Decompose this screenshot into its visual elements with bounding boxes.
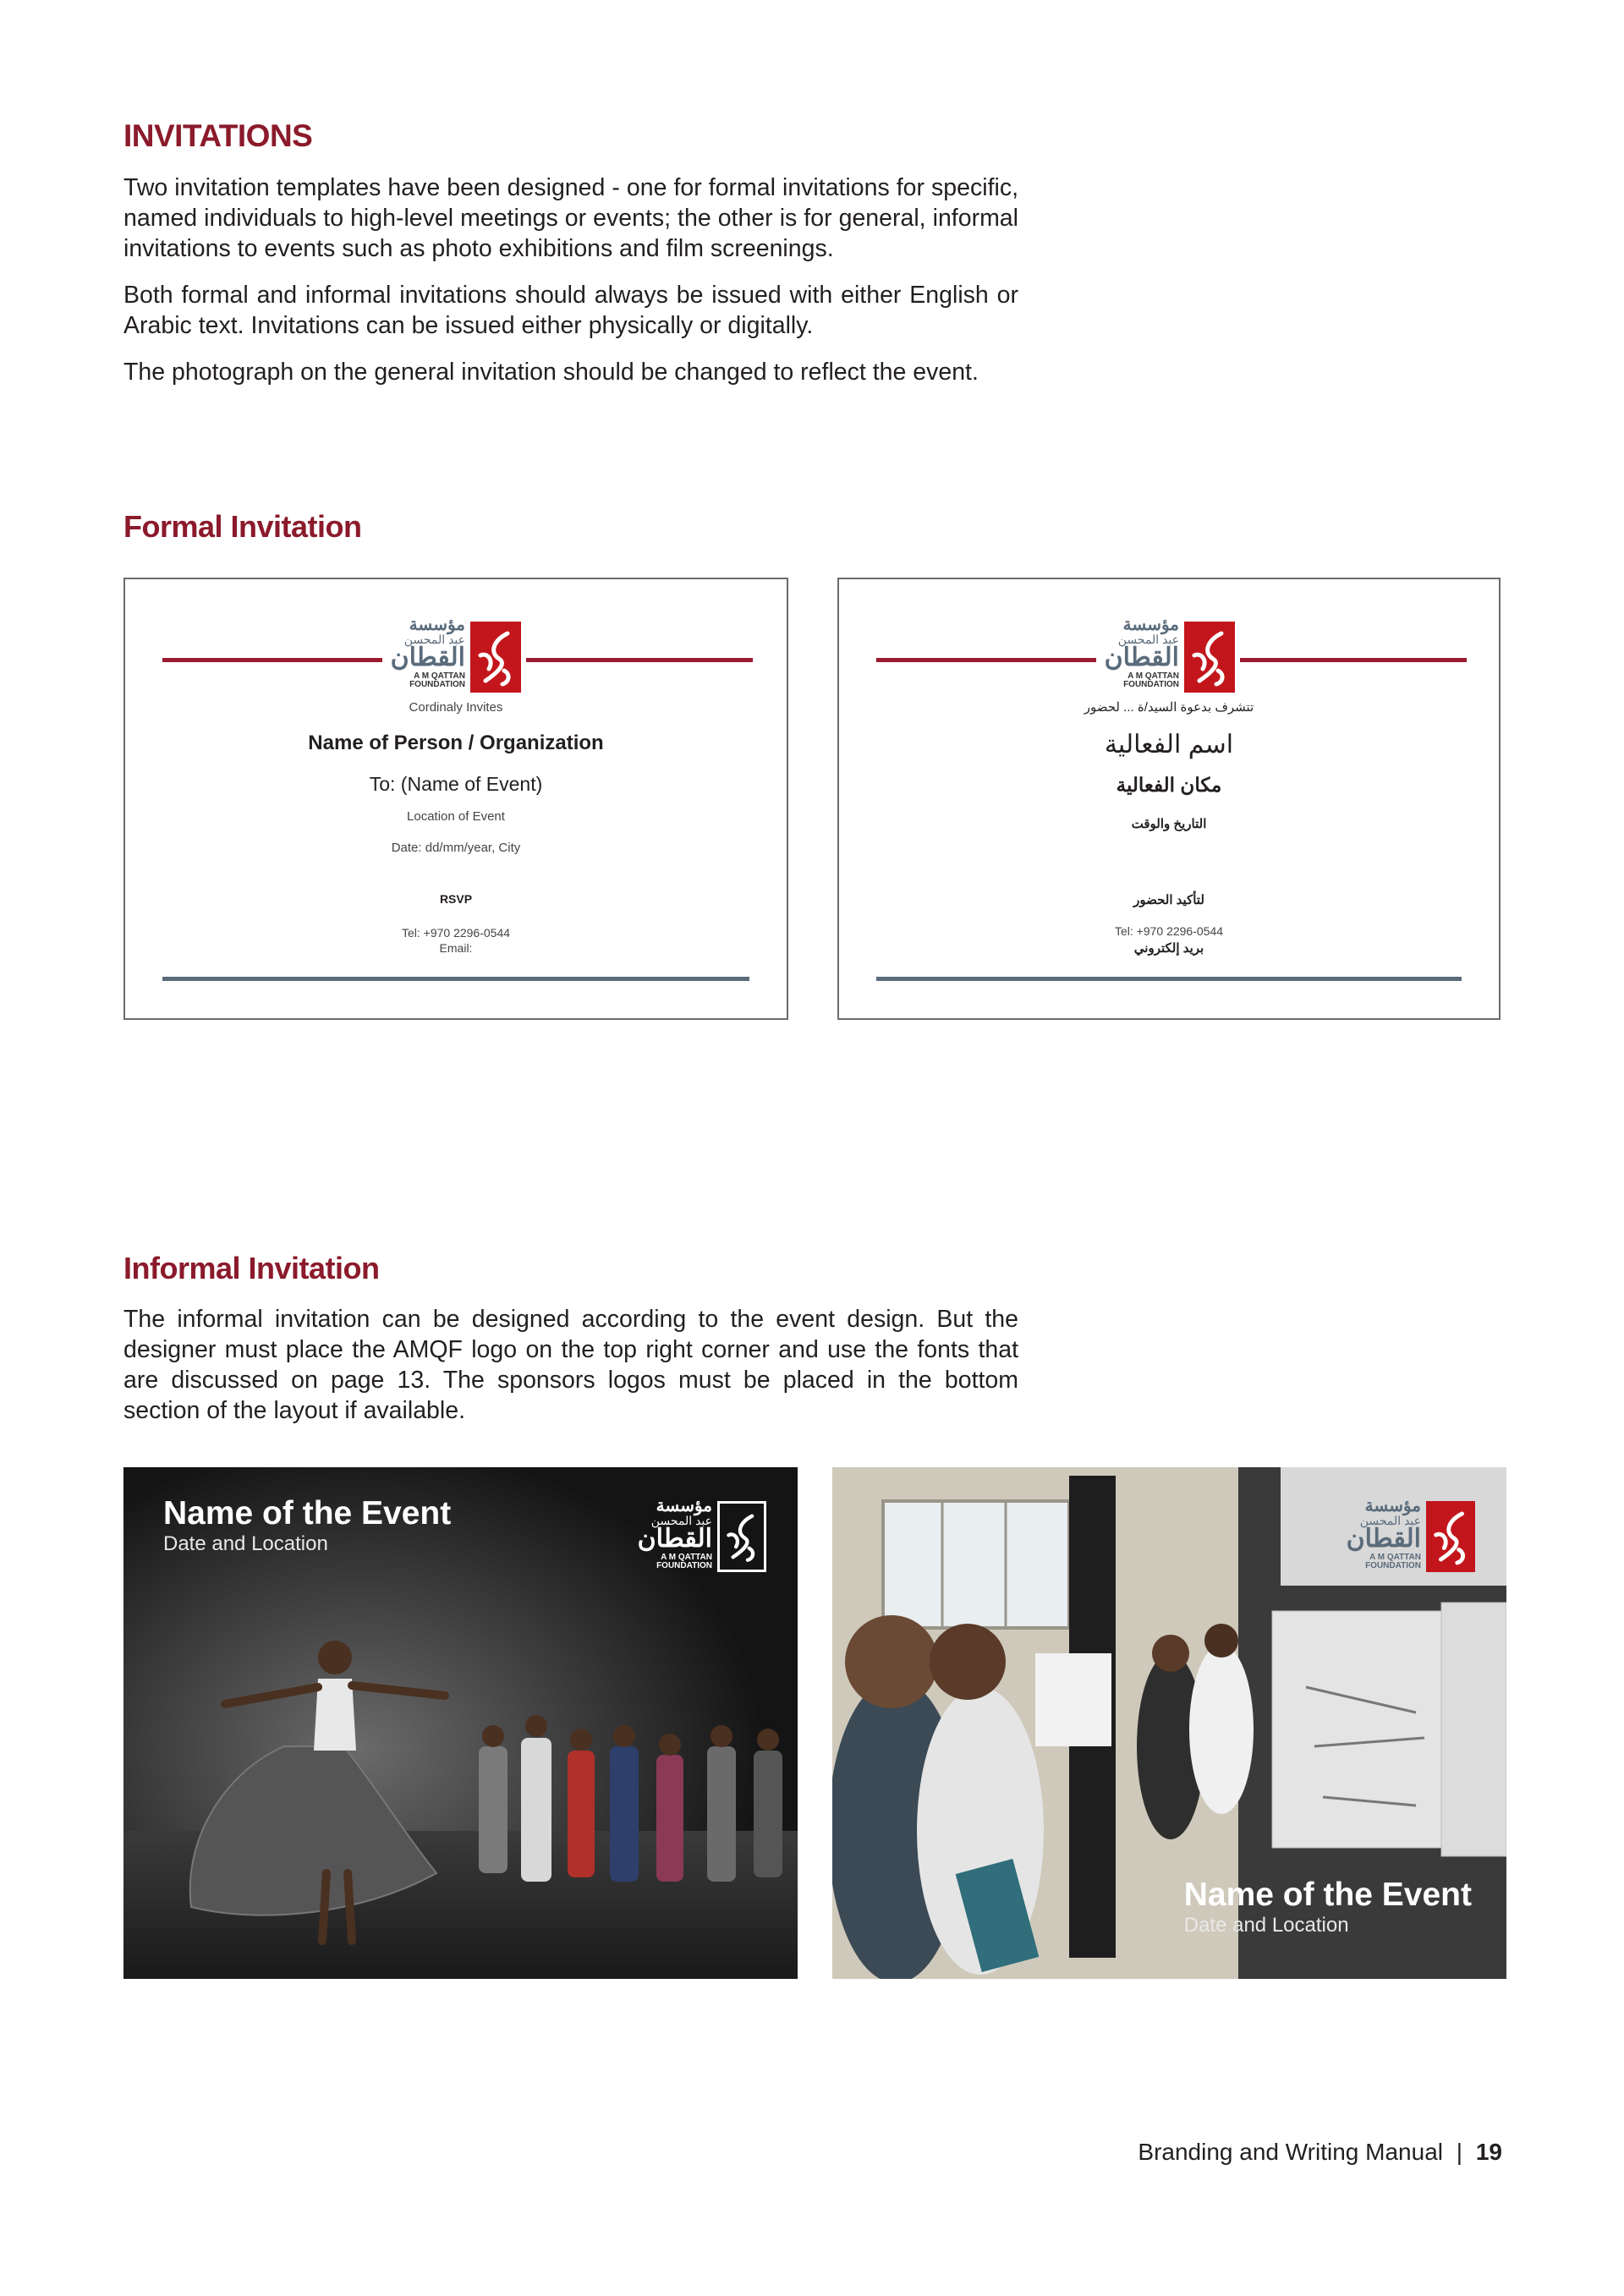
invitations-heading: INVITATIONS [123,118,313,153]
event-location-arabic: مكان الفعالية [1116,774,1222,796]
amqf-logo: مؤسسة عبد المحسن القطان A M QATTAN FOUNDATION [1340,1496,1475,1574]
amqf-logo: مؤسسة عبد المحسن القطان A M QATTAN FOUNDATION [1108,613,1235,691]
informal-invitation-photo-dance [123,1467,798,1979]
footer-separator: | [1456,2139,1463,2165]
rsvp-email-arabic: بريد إلكتروني [1133,941,1204,956]
rsvp-label: RSVP [439,892,473,906]
header-rule-left [876,658,1096,662]
event-date-location: Date and Location [1183,1914,1349,1937]
invites-text-arabic: تتشرف بدعوة السيد/ة ... لحضور [1084,700,1254,715]
event-date: Date: dd/mm/year, City [391,841,521,855]
page-number: 19 [1475,2139,1502,2165]
page-footer [1138,2139,1502,2166]
invitations-paragraph-2: Both formal and informal invitations should always be issued with either English or Arabic text. Invitations can be issued either physically or digitally. [123,282,1018,339]
footer-rule [876,977,1462,981]
formal-invitation-heading: Formal Invitation [123,509,362,544]
event-date-arabic: التاريخ والوقت [1131,817,1207,831]
rsvp-tel: Tel: +970 2296-0544 [401,926,511,940]
rsvp-email: Email: [439,941,473,955]
informal-invitation-paragraph: The informal invitation can be designed according to the event design. But the designer must place the AMQF logo on the top right corner and use the fonts that are discussed on page 13. The sponsors logos must be placed in the bottom section of the layout if available. [123,1306,1018,1424]
event-name-arabic: اسم الفعالية [1104,731,1234,759]
footer-rule [162,977,749,981]
event-name: To: (Name of Event) [369,773,543,795]
header-rule-right [1240,658,1467,662]
formal-invitation-english-card [123,578,788,1020]
manual-title: Branding and Writing Manual [1138,2139,1443,2165]
photo-caption [163,1495,451,1556]
event-name: Name of the Event [1183,1877,1472,1913]
amqf-logo-white: مؤسسة عبد المحسن القطان A M QATTAN FOUNDATION [639,1496,766,1574]
informal-invitation-photo-exhibition [832,1467,1506,1979]
invites-text: Cordinaly Invites [409,700,503,715]
amqf-logo: مؤسسة عبد المحسن القطان A M QATTAN FOUNDATION [394,613,521,691]
invitee-name: Name of Person / Organization [308,732,604,754]
event-location: Location of Event [407,809,505,824]
header-rule-left [162,658,382,662]
invitations-paragraph-3: The photograph on the general invitation should be changed to reflect the event. [123,359,979,386]
event-name: Name of the Event [163,1495,452,1532]
header-rule-right [526,658,753,662]
formal-invitation-arabic-card [837,578,1501,1020]
event-date-location: Date and Location [163,1532,328,1555]
rsvp-tel: Tel: +970 2296-0544 [1114,924,1224,938]
invitations-body [123,173,1018,387]
rsvp-label-arabic: لتأكيد الحضور [1133,893,1204,907]
invitations-paragraph-1: Two invitation templates have been designed - one for formal invitations for specific, named individuals to high-level meetings or events; the other is for general, informal invitations to events such as photo exhibitions and film screenings. [123,174,1018,262]
informal-invitation-heading: Informal Invitation [123,1251,380,1285]
photo-caption [1184,1877,1472,1937]
